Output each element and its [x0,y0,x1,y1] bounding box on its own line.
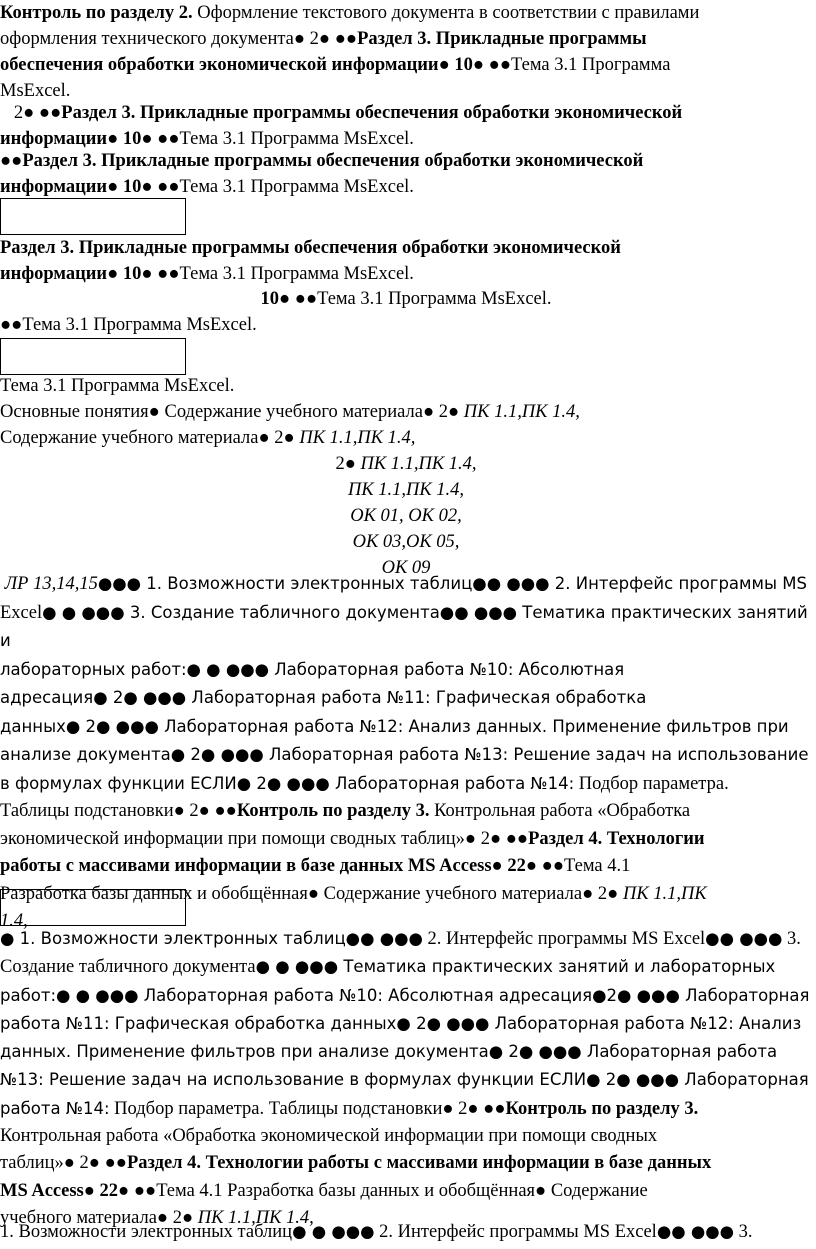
text-run: Таблицы подстановки● 2● ●● [0,801,237,821]
topic-content-paragraph [0,570,812,936]
text-line [0,599,812,656]
empty-frame [0,338,186,375]
text-run: Создание табличного документа [0,957,256,978]
text-run: экономической информации при помощи сводных таблиц»● 2● ●● [0,828,529,849]
text-line: ОК 01, ОК 02, [350,506,462,526]
text-run: ПК 1.1,ПК 1.4, [197,1207,314,1228]
topic-centered-line: 10● ●●Тема 3.1 Программа MsExcel. [260,289,552,309]
text-run: Раздел 4. Технологии работы с массивами информации в базе данных [126,1153,712,1174]
text-line [0,798,812,826]
text-run: анализе документа● 2● ●●● Лабораторная работа №13: Решение задач на использование [0,745,809,764]
text-run: ● 1. Возможности электронных таблиц●● ●●● [0,929,423,948]
text-run: 2. Интерфейс программы MS Excel [422,929,706,949]
text-run: 1.4, [0,911,28,931]
text-line: 2● ●●Раздел 3. Прикладные программы обеспечения обработки экономической [0,103,683,123]
text-line [0,1066,812,1094]
section3-heading-paragraph [0,100,812,152]
section3-heading-paragraph [0,148,812,200]
text-run: ● ● ●●● [292,1222,375,1241]
empty-frame [0,889,186,926]
text-line [0,741,812,770]
text-run: Подбор параметра. Таблицы подстановки● 2● ●● [109,1098,506,1119]
section3-heading-paragraph [0,235,812,287]
text-run: 3. [782,929,801,949]
text-run: таблиц»● 2● ●● [0,1153,127,1174]
text-run: ● ● ●●● Тематика практических занятий и лабораторных [255,957,776,977]
text-run: Контроль по разделу 3. [236,801,430,821]
text-line [0,982,812,1010]
text-run: ●● ●●● [705,929,783,948]
empty-frame [0,198,186,235]
text-run: Разработка базы данных и обобщённая● Содержание учебного материала● 2● [0,883,623,904]
text-run: Раздел 4. Технологии [528,828,705,849]
text-run: работа №14: [0,1098,110,1118]
topic-line: ●●Тема 3.1 Программа MsExcel. [0,315,257,335]
text-line [0,713,812,742]
text-run: адресация● 2● ●●● Лабораторная работа №11: Графическая обработка [0,688,647,707]
text-run: ●● ●●● [656,1222,735,1241]
text-line: ОК 03,ОК 05, [352,532,460,552]
text-run: Контроль по разделу 3. [505,1098,699,1119]
content-line: Основные понятия● Содержание учебного материала● 2● ПК 1.1,ПК 1.4, [0,402,580,422]
text-run: данных. Применение фильтров при анализе документа● 2● ●●● Лабораторная работа [0,1042,778,1062]
text-run: ● ● ●●● 3. Создание табличного документа●● ●●● Тематика практических занятий и [0,602,813,650]
text-line [0,925,812,953]
text-run: Контрольная работа «Обработка [429,801,691,821]
text-line [0,853,812,881]
text-line [0,953,812,981]
text-run: 3. [734,1222,753,1242]
text-line: оформления технического документа● 2● ●●Раздел 3. Прикладные программы [0,29,647,49]
text-run: Тема 4.1 Разработка базы данных и обобщённая● Содержание [156,1180,648,1201]
text-line [0,1010,812,1038]
text-run: работа №11: Графическая обработка данных● 2● ●●● Лабораторная работа №12: Анализ [0,1013,802,1033]
text-run: ПК 1.1,ПК [622,883,707,904]
text-line: 2● ПК 1.1,ПК 1.4, [335,454,477,474]
content-line [0,1219,812,1245]
content-line: Содержание учебного материала● 2● ПК 1.1,ПК 1.4, [0,428,416,448]
text-line [0,1095,812,1123]
text-run: №13: Решение задач на использование в формулах функции ЕСЛИ● 2● ●●● Лабораторная [0,1070,809,1090]
text-run: 1. Возможности электронных таблиц [0,1222,293,1242]
text-line: ОК 09 [381,558,431,578]
text-line: Раздел 3. Прикладные программы обеспечения обработки экономической [0,238,621,258]
text-line [0,684,812,713]
text-line [0,1178,812,1205]
text-line: информации● 10● ●●Тема 3.1 Программа MsExcel. [0,129,414,149]
text-line: обеспечения обработки экономической информации● 10● ●●Тема 3.1 Программа [0,55,671,75]
text-run: данных● 2● ●●● Лабораторная работа №12: Анализ данных. Применение фильтров при [0,716,789,736]
text-line: информации● 10● ●●Тема 3.1 Программа MsExcel. [0,177,414,197]
text-run: работы с массивами информации в базе данных MS Access● 22● ●● [0,856,565,876]
section2-control-paragraph [0,0,812,104]
text-run: лабораторных работ:● ● ●●● Лабораторная работа №10: Абсолютная [0,659,625,679]
text-line [0,770,812,799]
text-run: ЛР 13,14,15 [0,574,98,594]
text-run: Подбор параметра. [574,773,729,794]
text-run: ●●● 1. Возможности электронных таблиц●● ●●● 2. Интерфейс программы MS [97,574,807,593]
text-run: Контрольная работа «Обработка экономической информации при помощи сводных [0,1126,658,1147]
text-run: учебного материала● 2● [0,1207,198,1228]
text-run: работ:● ● ●●● Лабораторная работа №10: Абсолютная адресация●2● ●●● Лабораторная [0,985,810,1005]
text-line [0,1038,812,1066]
text-line: Контроль по разделу 2. Оформление текстового документа в соответствии с правилами [0,3,700,23]
text-run: 2. Интерфейс программы MS Excel [374,1222,657,1242]
text-run: в формулах функции ЕСЛИ● 2● ●●● Лабораторная работа №14: [0,773,575,793]
topic-line: Тема 3.1 Программа MsExcel. [0,376,235,396]
text-line: информации● 10● ●●Тема 3.1 Программа MsExcel. [0,264,414,284]
text-line [0,1219,812,1245]
text-run: Тема 4.1 [564,856,631,876]
text-line [0,1123,812,1150]
text-line: ●●Раздел 3. Прикладные программы обеспечения обработки экономической [0,151,644,171]
text-line [0,656,812,685]
text-line [0,1150,812,1177]
text-run: Excel [0,602,43,623]
text-line: MsExcel. [0,81,71,101]
topic-content-paragraph [0,925,812,1232]
text-line [0,570,812,599]
text-run: MS Access● 22● ●● [0,1180,157,1201]
text-line: ПК 1.1,ПК 1.4, [347,480,465,500]
text-line [0,826,812,854]
competency-codes [0,451,812,581]
